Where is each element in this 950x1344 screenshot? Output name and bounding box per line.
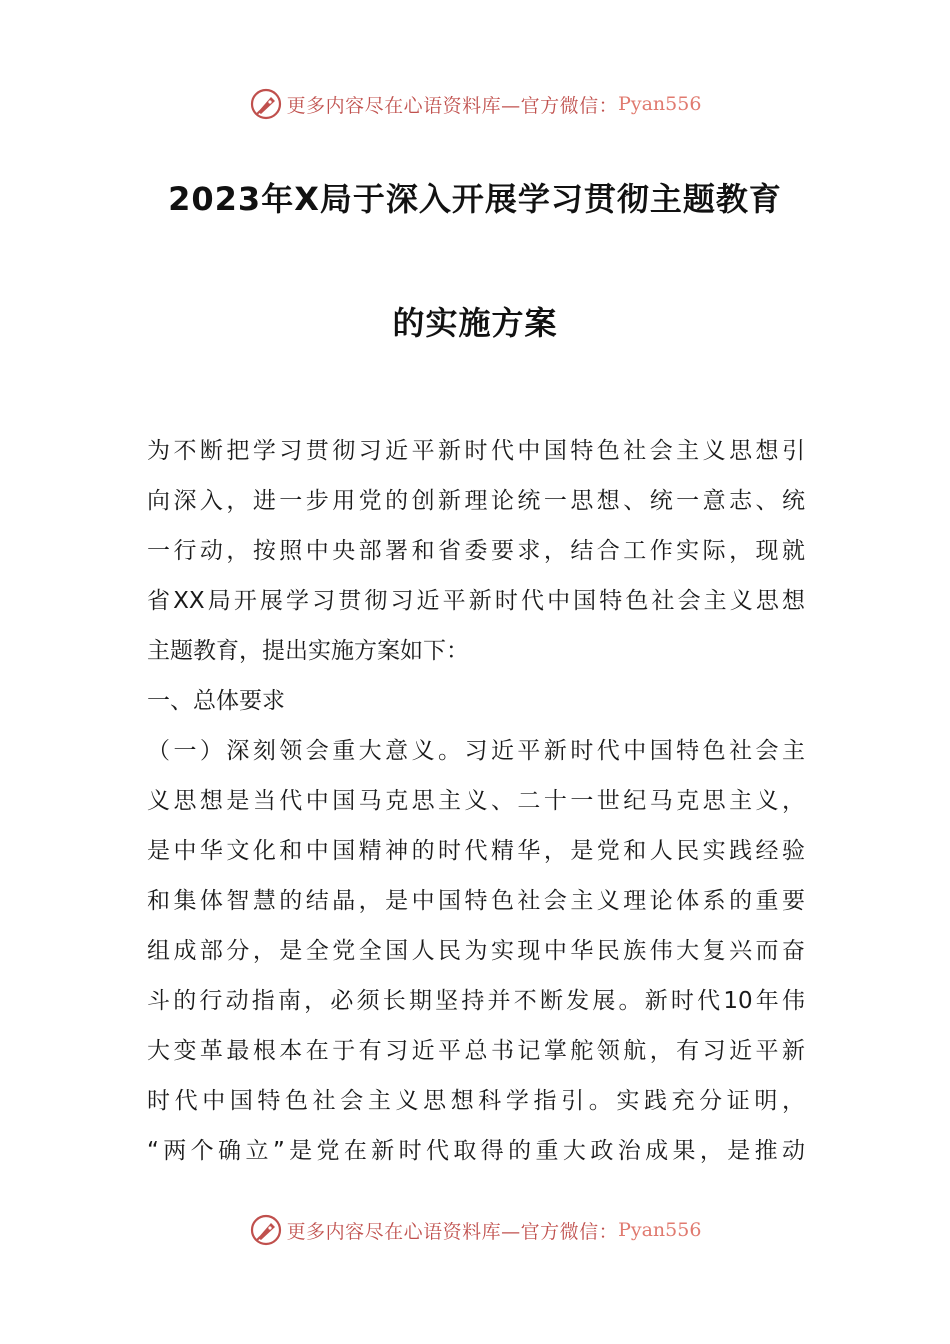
body-line: 大变革最根本在于有习近平总书记掌舵领航，有习近平新 bbox=[147, 1038, 805, 1064]
body-line: 组成部分，是全党全国人民为实现中华民族伟大复兴而奋 bbox=[147, 938, 805, 964]
document-title-line1: 2023年X局于深入开展学习贯彻主题教育 bbox=[168, 180, 782, 218]
document-title-line2: 的实施方案 bbox=[392, 304, 558, 342]
body-line: 义思想是当代中国马克思主义、二十一世纪马克思主义， bbox=[147, 788, 805, 814]
body-line: 时代中国特色社会主义思想科学指引。实践充分证明， bbox=[147, 1088, 805, 1114]
watermark-text: 更多内容尽在心语资料库—官方微信： bbox=[286, 1220, 619, 1243]
body-line: 为不断把学习贯彻习近平新时代中国特色社会主义思想引 bbox=[147, 438, 805, 464]
pen-nib-logo-icon bbox=[249, 87, 283, 121]
body-line: 和集体智慧的结晶，是中国特色社会主义理论体系的重要 bbox=[147, 888, 805, 914]
body-line: （一）深刻领会重大意义。习近平新时代中国特色社会主 bbox=[147, 738, 805, 764]
pen-nib-logo-icon bbox=[249, 1213, 283, 1247]
watermark-banner-top bbox=[0, 84, 950, 124]
watermark-wechat-id: Pyan556 bbox=[618, 1219, 702, 1241]
document-body bbox=[147, 428, 805, 1178]
watermark-text: 更多内容尽在心语资料库—官方微信： bbox=[286, 94, 619, 117]
body-line: 斗的行动指南，必须长期坚持并不断发展。新时代10年伟 bbox=[147, 988, 805, 1014]
body-line: 主题教育，提出实施方案如下： bbox=[147, 638, 469, 664]
body-line: 是中华文化和中国精神的时代精华，是党和人民实践经验 bbox=[147, 838, 805, 864]
body-line: 省XX局开展学习贯彻习近平新时代中国特色社会主义思想 bbox=[147, 588, 805, 614]
body-line: 向深入，进一步用党的创新理论统一思想、统一意志、统 bbox=[147, 488, 805, 514]
section-heading: 一、总体要求 bbox=[147, 688, 285, 714]
body-line: “两个确立”是党在新时代取得的重大政治成果，是推动 bbox=[147, 1138, 805, 1164]
body-line: 一行动，按照中央部署和省委要求，结合工作实际，现就 bbox=[147, 538, 805, 564]
watermark-wechat-id: Pyan556 bbox=[618, 93, 702, 115]
watermark-banner-bottom bbox=[0, 1210, 950, 1250]
